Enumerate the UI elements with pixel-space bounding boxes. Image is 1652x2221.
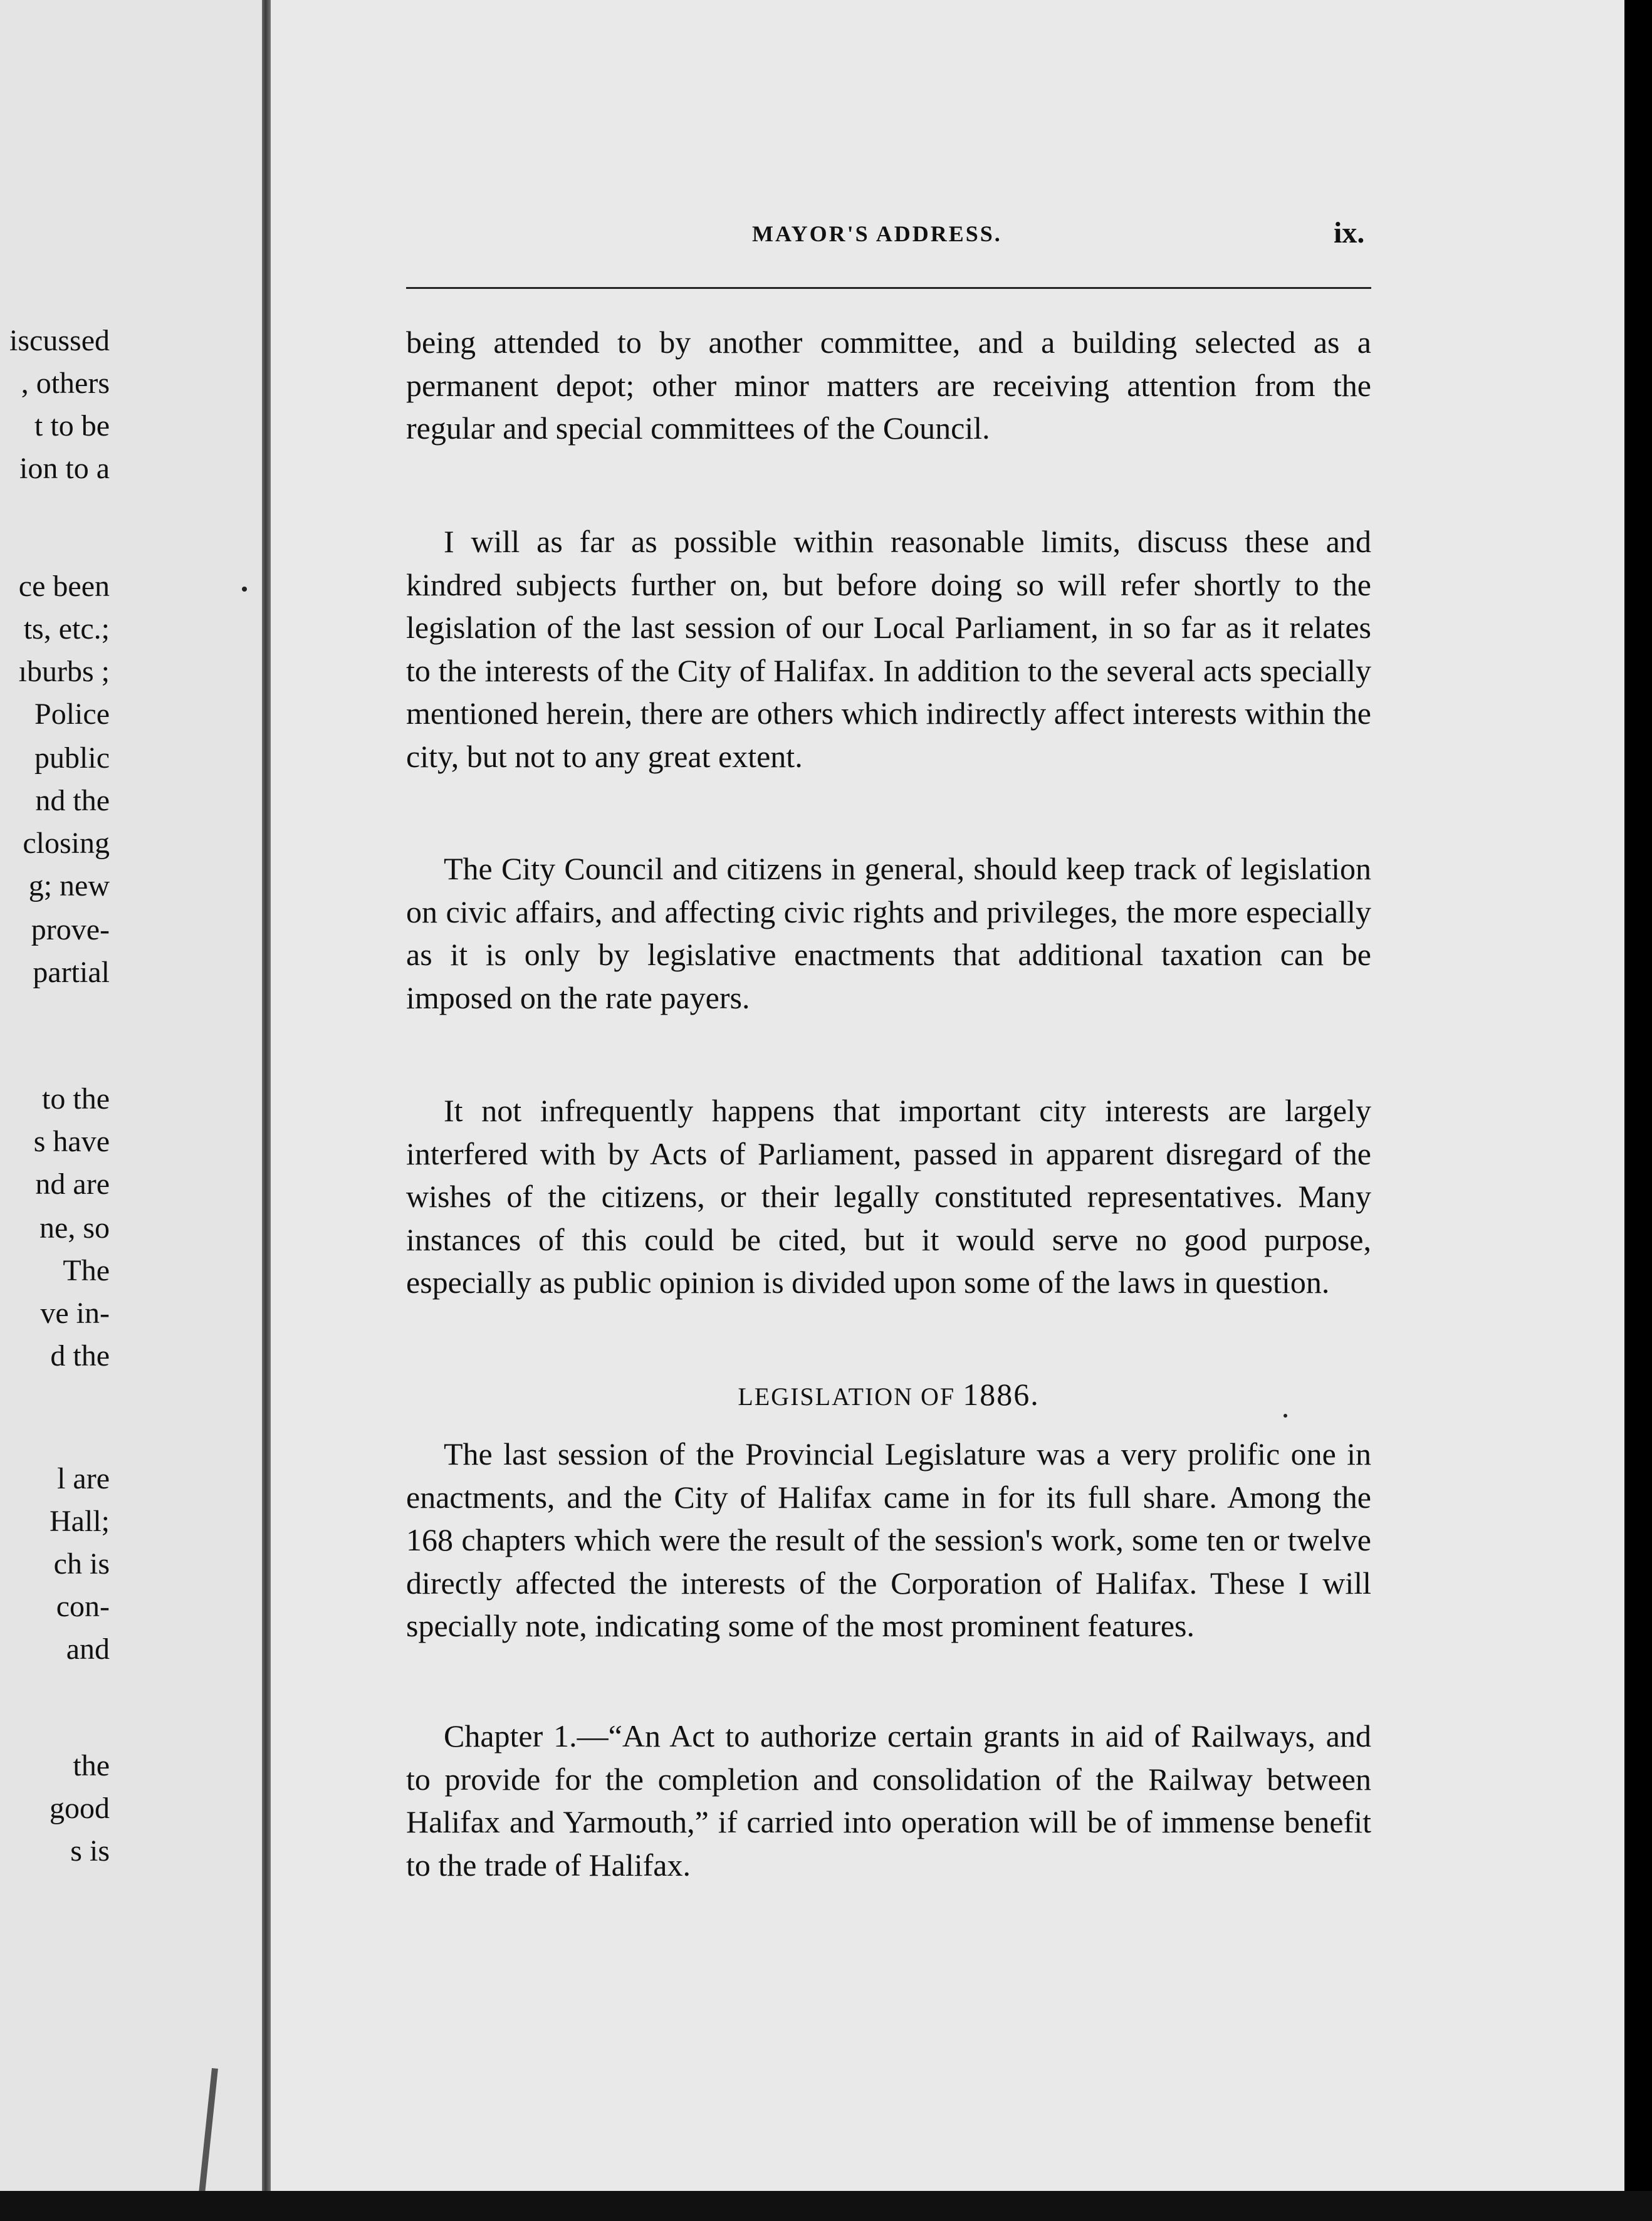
left-page-line: d the [50, 1339, 110, 1372]
page-gutter-line [262, 0, 271, 2221]
section-heading-year: 1886. [963, 1377, 1040, 1412]
scan-right-border [1624, 0, 1652, 2221]
left-page-line: g; new [28, 869, 110, 902]
left-page-line: iscussed [9, 324, 110, 357]
left-page-line: l are [57, 1462, 110, 1495]
header-rule [406, 287, 1371, 289]
left-page-line: Police [34, 698, 110, 731]
paragraph: It not infrequently happens that important city interests are largely interfered with by Acts of Parliament, passed in apparent disregard of the wishes of the citizens, or their legally constituted representatives. Many instances of this could be cited, but it would serve no good purpose, especially as public opinion is divided upon some of the laws in question. [406, 1093, 1371, 1300]
left-page-line: t to be [34, 409, 110, 442]
left-page-line: Hall; [50, 1505, 110, 1538]
left-page-line: to the [42, 1082, 110, 1116]
left-page-line: and [66, 1633, 110, 1666]
left-page-line: , others [21, 367, 110, 400]
paragraph: being attended to by another committee, and a building selected as a permanent depot; other minor matters are receiving attention from the regular and special committees of the Council. [406, 325, 1371, 446]
scan-speck [1283, 1414, 1287, 1418]
left-page-line: nd the [35, 784, 110, 817]
section-heading [406, 1376, 1371, 1413]
paragraph: Chapter 1.—“An Act to authorize certain grants in aid of Railways, and to provide for the completion and consolidation of the Railway between Halifax and Yarmouth,” if carried into operation will be of immense benefit to the trade of Halifax. [406, 1718, 1371, 1883]
scan-speck [242, 587, 247, 592]
left-page-line: the [73, 1749, 110, 1782]
left-page-line: nd are [35, 1168, 110, 1201]
left-page-line: closing [23, 827, 110, 860]
left-page-line: con- [56, 1590, 110, 1623]
running-header-title: MAYOR'S ADDRESS. [752, 221, 1002, 246]
left-page-fragment [0, 0, 263, 2221]
left-page-line: ıburbs ; [18, 655, 110, 688]
left-page-line: s have [33, 1125, 110, 1158]
left-page-line: s is [70, 1834, 110, 1868]
left-page-line: ch is [53, 1547, 110, 1581]
left-page-line: prove- [31, 913, 110, 946]
left-page-line: ce been [18, 570, 110, 603]
left-page-line: The [63, 1254, 110, 1287]
scan-bottom-border [0, 2191, 1652, 2221]
left-page-line: ne, so [39, 1211, 110, 1245]
page-number: ix. [1334, 216, 1365, 249]
left-page-line: ts, etc.; [23, 612, 110, 645]
left-page-line: ion to a [19, 452, 110, 485]
section-heading-text: LEGISLATION OF [738, 1382, 956, 1411]
paragraph: I will as far as possible within reasonable limits, discuss these and kindred subjects further on, but before doing so will refer shortly to the legislation of the last session of our Local Parliament, in so far as it relates to the interests of the City of Halifax. In addition to the several acts specially mentioned herein, there are others which indirectly affect interests within the city, but not to any great extent. [406, 524, 1371, 774]
left-page-line: partial [33, 956, 110, 989]
left-page-line: good [50, 1792, 110, 1825]
paragraph: The last session of the Provincial Legislature was a very prolific one in enactments, and the City of Halifax came in for its full share. Among the 168 chapters which were the result of the session's work, some ten or twelve directly affected the interests of the Corporation of Halifax. These I will specially note, indicating some of the most prominent features. [406, 1436, 1371, 1643]
paragraph: The City Council and citizens in general, should keep track of legislation on civic affairs, and affecting civic rights and privileges, the more especially as it is only by legislative enactments that additional taxation can be imposed on the rate payers. [406, 851, 1371, 1015]
left-page-line: public [34, 741, 110, 775]
left-page-line: ve in- [40, 1297, 110, 1330]
